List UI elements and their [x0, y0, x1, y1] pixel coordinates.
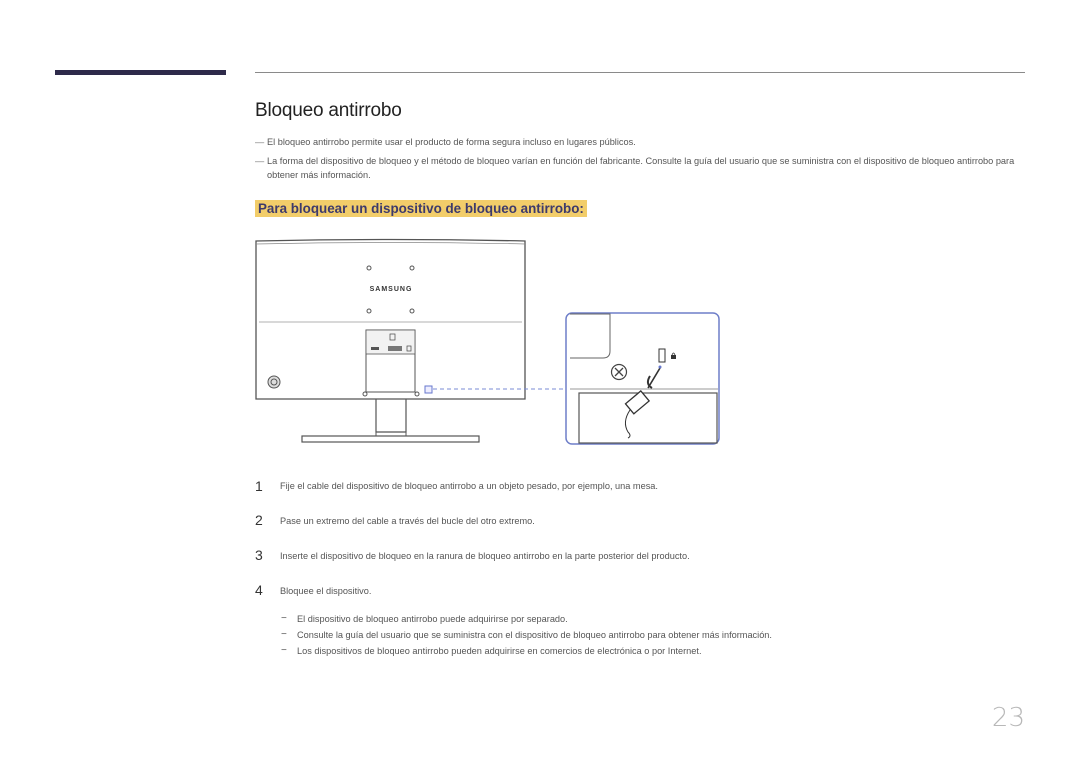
- step-number: 2: [255, 512, 263, 528]
- monitor-back-figure: [256, 240, 525, 443]
- note-dash: ―: [255, 137, 265, 147]
- header-rule: [255, 72, 1025, 73]
- step-text: Pase un extremo del cable a través del bucle del otro extremo.: [280, 516, 535, 526]
- bullet-text: Los dispositivos de bloqueo antirrobo pueden adquirirse en comercios de electrónica o por Internet.: [297, 646, 702, 656]
- note-dash: ―: [255, 156, 265, 166]
- bullet-dash: −: [281, 645, 287, 656]
- note-2: [255, 154, 1015, 182]
- lock-detail-zoom: [566, 313, 719, 444]
- page-number: 23: [991, 703, 1025, 733]
- brand-logo: SAMSUNG: [369, 286, 413, 293]
- step-number: 4: [255, 582, 263, 598]
- note-1: [255, 135, 1015, 149]
- bullet-dash: −: [281, 613, 287, 624]
- section-subheading: Para bloquear un dispositivo de bloqueo antirrobo:: [255, 200, 587, 217]
- step-text: Bloquee el dispositivo.: [280, 586, 372, 596]
- page-title: Bloqueo antirrobo: [255, 100, 402, 121]
- header-accent-bar: [55, 70, 226, 75]
- note-text: La forma del dispositivo de bloqueo y el método de bloqueo varían en función del fabricante. Consulte la guía del usuario que se suministra con el dispositivo de bloqueo antirrobo para obtener más información.: [267, 156, 1015, 180]
- note-text: El bloqueo antirrobo permite usar el producto de forma segura incluso en lugares públicos.: [267, 137, 636, 147]
- step-number: 1: [255, 478, 263, 494]
- bullet-text: Consulte la guía del usuario que se suministra con el dispositivo de bloqueo antirrobo para obtener más información.: [297, 630, 772, 640]
- bullet-text: El dispositivo de bloqueo antirrobo puede adquirirse por separado.: [297, 614, 568, 624]
- step-text: Fije el cable del dispositivo de bloqueo antirrobo a un objeto pesado, por ejemplo, una mesa.: [280, 481, 658, 491]
- monitor-lock-illustration: [250, 236, 730, 451]
- bullet-dash: −: [281, 629, 287, 640]
- step-number: 3: [255, 547, 263, 563]
- step-text: Inserte el dispositivo de bloqueo en la ranura de bloqueo antirrobo en la parte posterior del producto.: [280, 551, 690, 561]
